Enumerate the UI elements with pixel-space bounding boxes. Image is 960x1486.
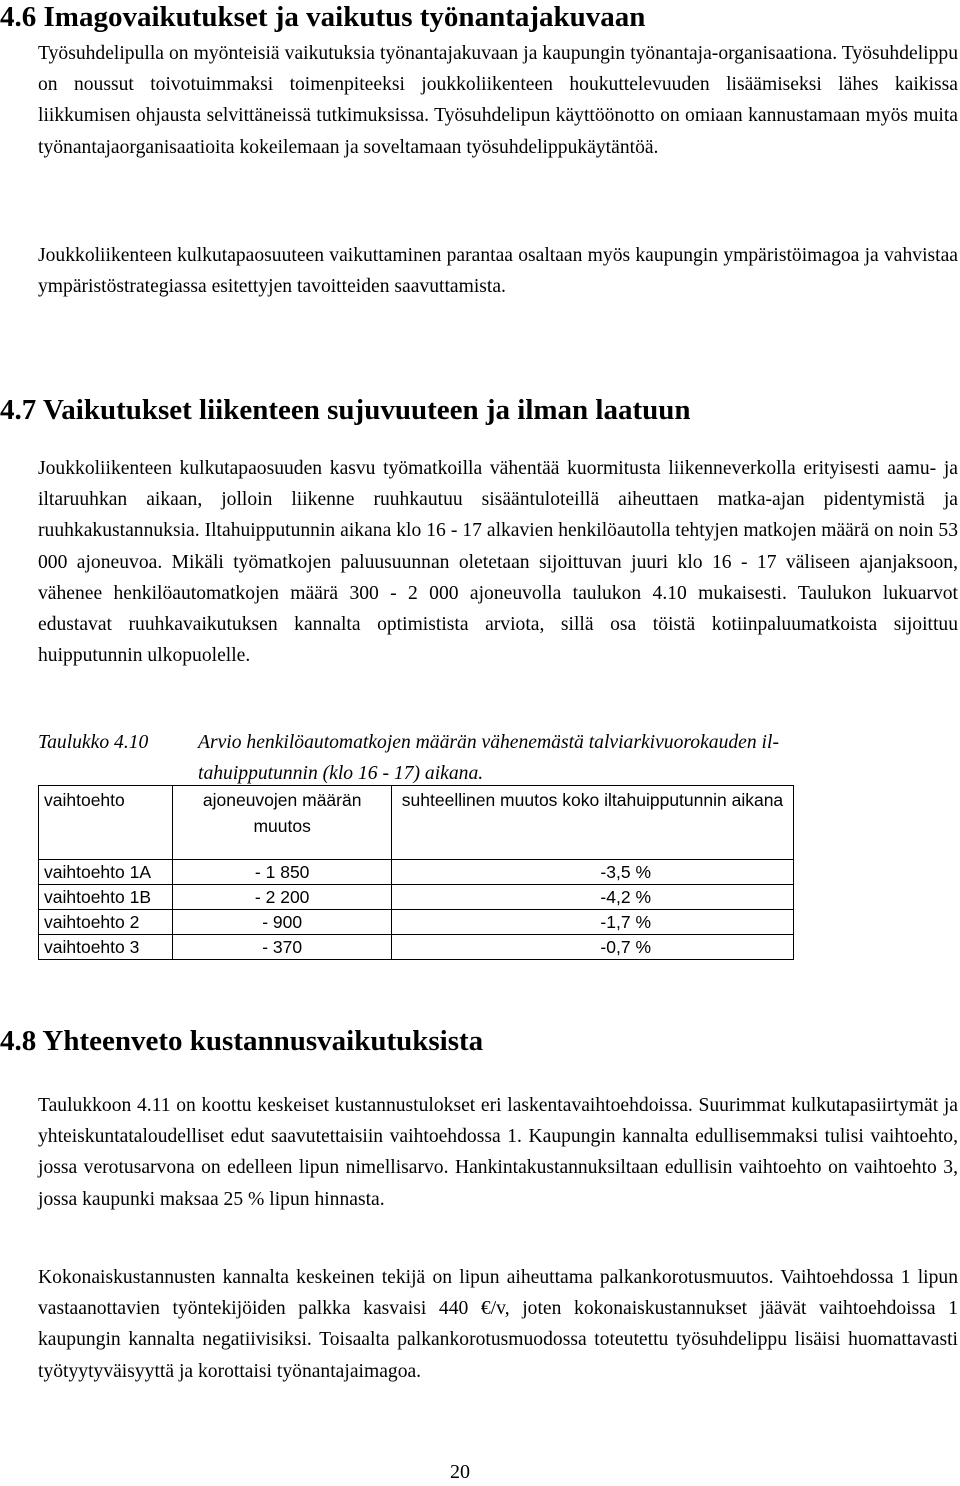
table-cell: vaihtoehto 3 bbox=[39, 935, 173, 960]
table-row bbox=[39, 885, 794, 910]
table-row bbox=[39, 935, 794, 960]
paragraph-4-8-1: Taulukkoon 4.11 on koottu keskeiset kustannustulokset eri laskentavaihtoehdoissa. Suurimmat kulkutapasiirtymät ja yhteiskuntataloudelliset edut saavutettaisiin vaihtoehdossa 1. Kaupungin kannalta edullisemmaksi tulisi vaihtoehto, jossa verotusarvona on edelleen lipun nimellisarvo. Hankintakustannuksiltaan edullisin vaihtoehto on vaihtoehto 3, jossa kaupunki maksaa 25 % lipun hinnasta. bbox=[38, 1095, 958, 1210]
table-header-cell: vaihtoehto bbox=[39, 786, 173, 860]
paragraph-4-7: Joukkoliikenteen kulkutapaosuuden kasvu työmatkoilla vähentää kuormitusta liikenneverkolla erityisesti aamu- ja iltaruuhkan aikaan, jolloin liikenne ruuhkautuu sisääntuloteillä aiheuttaen matka-ajan pidentymistä ja ruuhkakustannuksia. Iltahuipputunnin aikana klo 16 - 17 alkavien henkilöautolla tehtyjen matkojen määrä on noin 53 000 ajoneuvoa. Mikäli työmatkojen paluusuunnan oletetaan sijoittuvan juuri klo 16 - 17 väliseen ajanjaksoon, vähenee henkilöautomatkojen määrä 300 - 2 000 ajoneuvolla taulukon 4.10 mukaisesti. Taulukon lukuarvot edustavat ruuhkavaikutuksen kannalta optimistista arviota, sillä osa töistä kotiinpaluumatkoista sijoittuu huipputunnin ulkopuolelle. bbox=[38, 458, 958, 667]
table-cell: - 370 bbox=[173, 935, 392, 960]
section-heading-4-6: 4.6 Imagovaikutukset ja vaikutus työnantajakuvaan bbox=[0, 1, 646, 33]
table-cell: - 900 bbox=[173, 910, 392, 935]
table-header-cell: suhteellinen muutos koko iltahuipputunnin aikana bbox=[391, 786, 793, 860]
table-cell: - 1 850 bbox=[173, 860, 392, 885]
table-cell: - 2 200 bbox=[173, 885, 392, 910]
table-caption bbox=[38, 727, 958, 789]
table-cell: vaihtoehto 2 bbox=[39, 910, 173, 935]
table-header-row bbox=[39, 786, 794, 860]
table-cell: -0,7 % bbox=[391, 935, 793, 960]
paragraph-4-6-1: Työsuhdelipulla on myönteisiä vaikutuksia työnantajakuvaan ja kaupungin työnantaja-organisaationa. Työsuhdelippu on noussut toivotuimmaksi toimenpiteeksi joukkoliikenteen houkuttelevuuden lisäämiseksi lähes kaikissa liikkumisen ohjausta selvittäneissä tutkimuksissa. Työsuhdelipun käyttöönotto on omiaan kannustamaan myös muita työnantajaorganisaatioita kokeilemaan ja soveltamaan työsuhdelippukäytäntöä. bbox=[38, 43, 958, 158]
section-heading-4-7: 4.7 Vaikutukset liikenteen sujuvuuteen ja ilman laatuun bbox=[0, 394, 691, 426]
page-number: 20 bbox=[450, 1461, 470, 1483]
table-caption-line-1: Arvio henkilöautomatkojen määrän vähenemästä talviarkivuorokauden il- bbox=[198, 732, 779, 753]
table-cell: vaihtoehto 1A bbox=[39, 860, 173, 885]
paragraph-4-8-2: Kokonaiskustannusten kannalta keskeinen tekijä on lipun aiheuttama palkankorotusmuutos. Vaihtoehdossa 1 lipun vastaanottavien työntekijöiden palkka kasvaisi 440 €/v, joten kokonaiskustannukset jäävät vaihtoehdoissa 1 kaupungin kannalta negatiivisiksi. Toisaalta palkankorotusmuodossa toteutettu työsuhdelippu lisäisi huomattavasti työtyytyväisyyttä ja korottaisi työnantajaimagoa. bbox=[38, 1267, 958, 1382]
table-cell: -1,7 % bbox=[391, 910, 793, 935]
table-row bbox=[39, 860, 794, 885]
paragraph-4-6-2: Joukkoliikenteen kulkutapaosuuteen vaikuttaminen parantaa osaltaan myös kaupungin ympäristöimagoa ja vahvistaa ympäristöstrategiassa esitettyjen tavoitteiden saavuttamista. bbox=[38, 245, 958, 298]
table-row bbox=[39, 910, 794, 935]
table-cell: -3,5 % bbox=[391, 860, 793, 885]
table-caption-line-2: tahuipputunnin (klo 16 - 17) aikana. bbox=[198, 763, 484, 784]
table-header-cell: ajoneuvojen määrän muutos bbox=[173, 786, 392, 860]
table-cell: vaihtoehto 1B bbox=[39, 885, 173, 910]
table-cell: -4,2 % bbox=[391, 885, 793, 910]
section-heading-4-8: 4.8 Yhteenveto kustannusvaikutuksista bbox=[0, 1025, 484, 1057]
table-caption-number: Taulukko 4.10 bbox=[38, 732, 149, 753]
vehicle-reduction-table bbox=[38, 785, 794, 960]
